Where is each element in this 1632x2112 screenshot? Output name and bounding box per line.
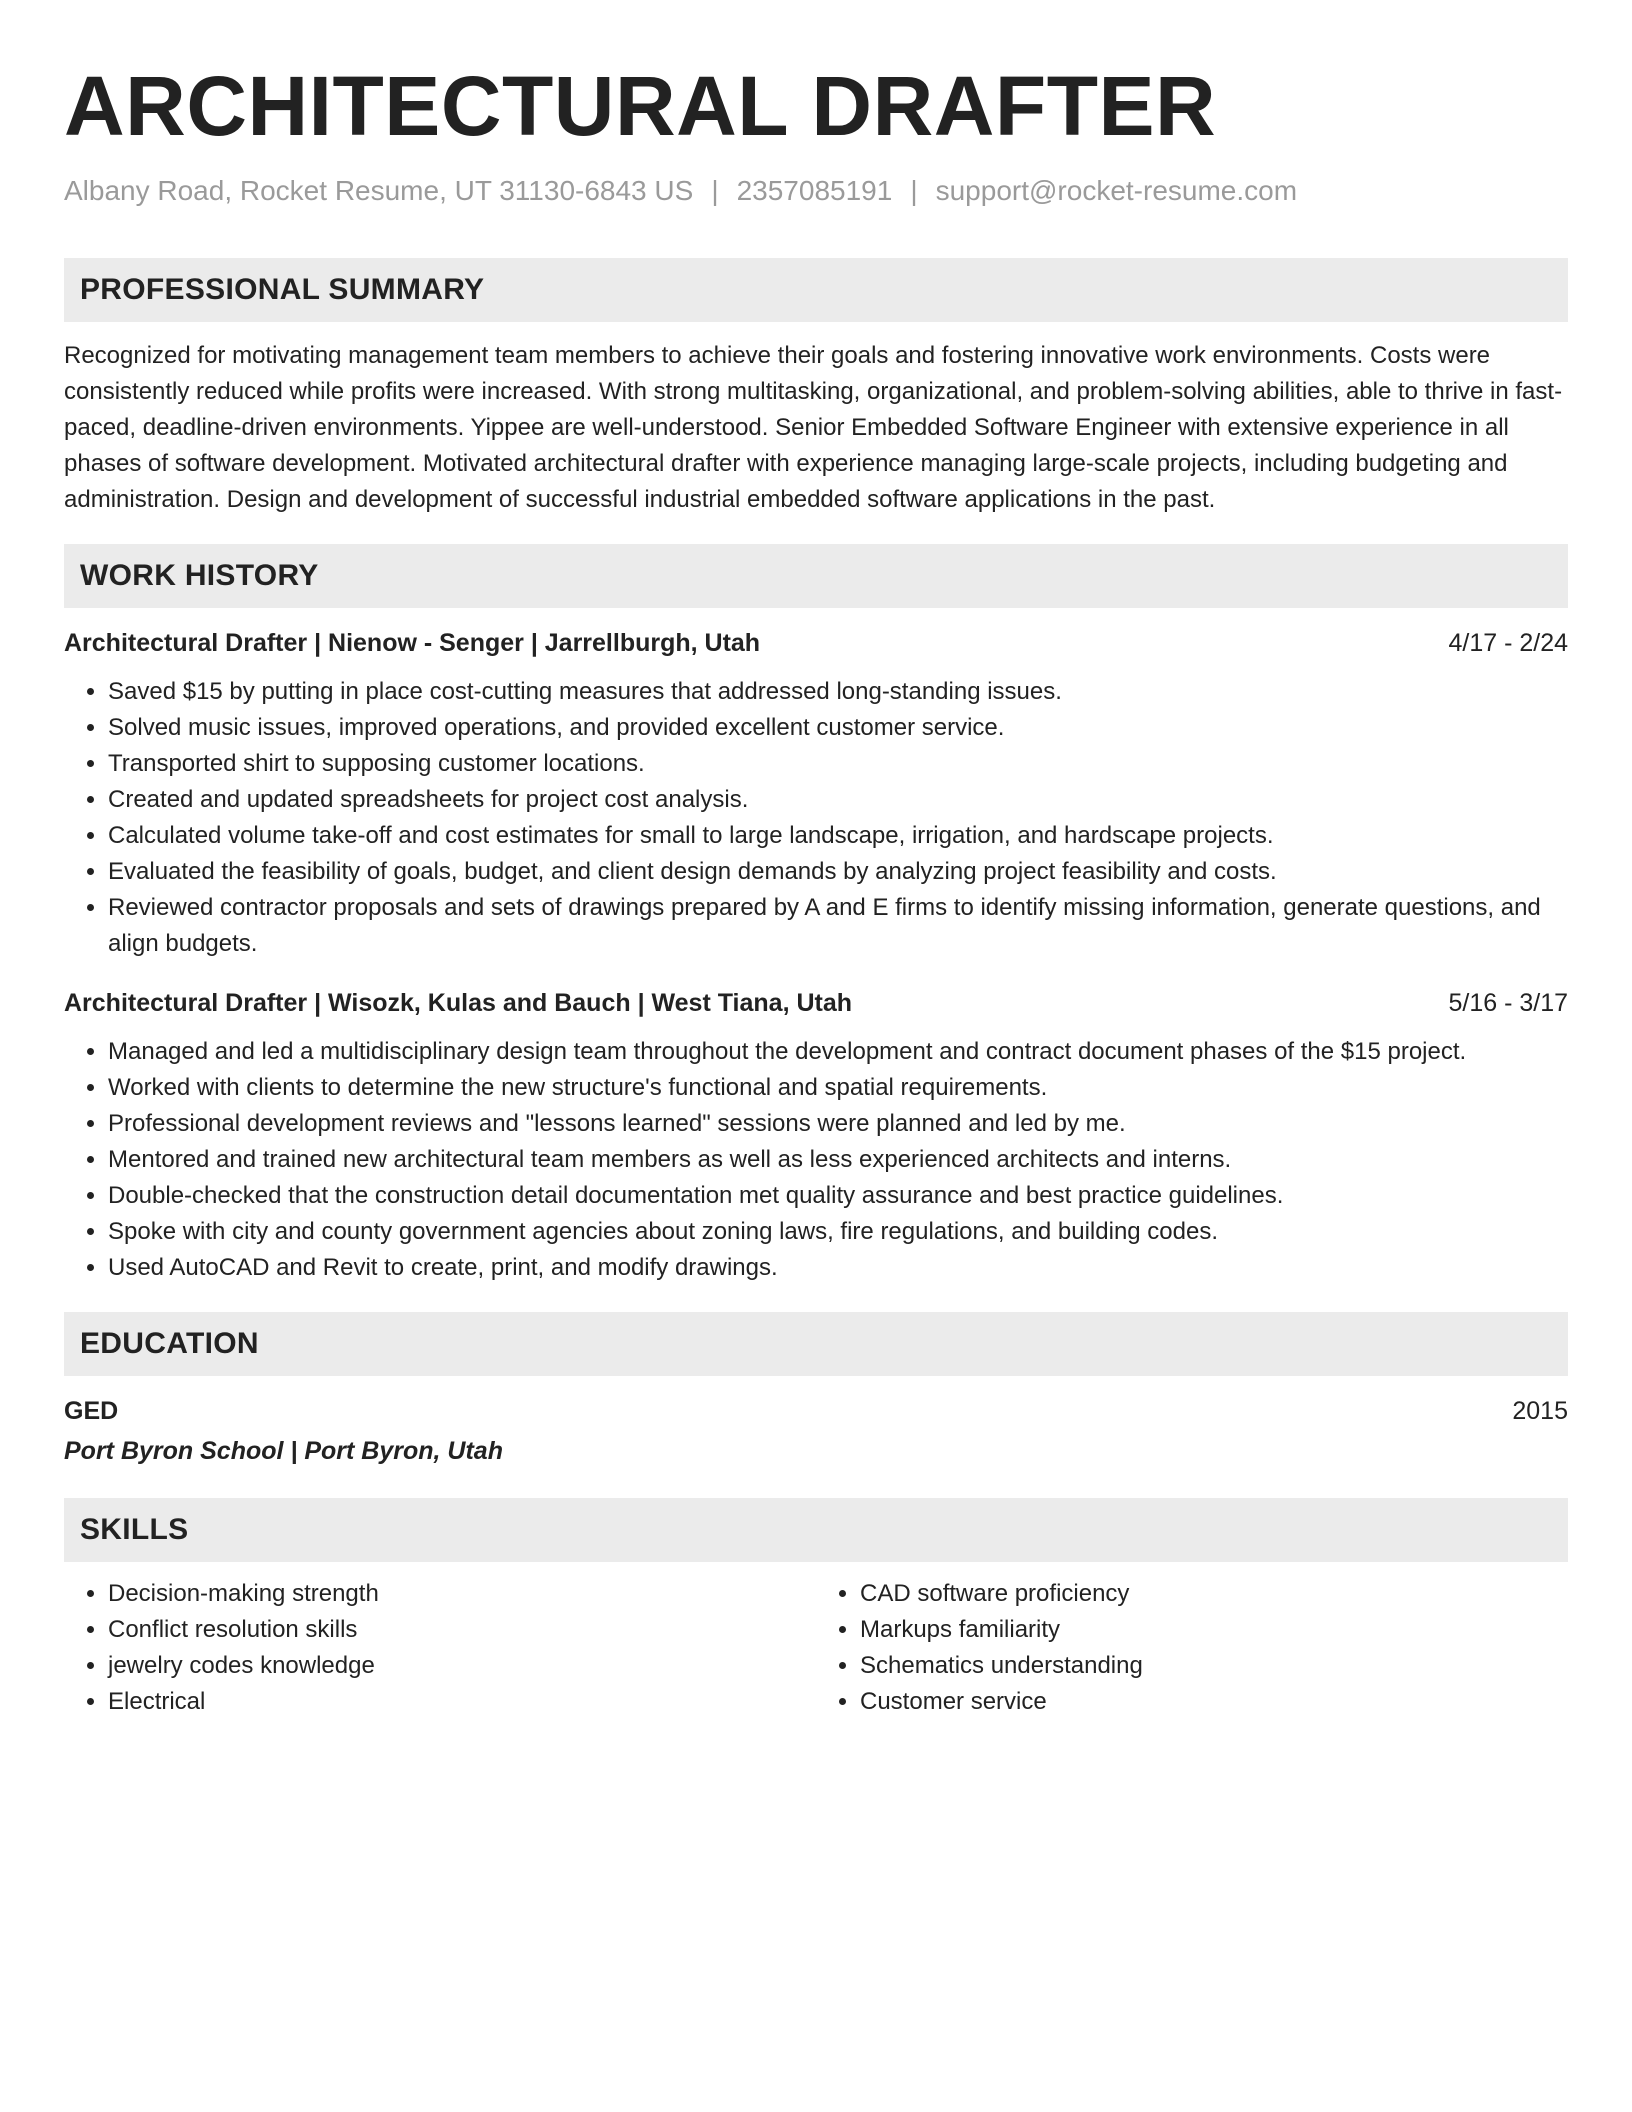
resume-name: ARCHITECTURAL DRAFTER bbox=[64, 59, 1217, 153]
job-dates: 4/17 - 2/24 bbox=[1448, 629, 1568, 657]
contact-address: Albany Road, Rocket Resume, UT 31130-6843 US bbox=[64, 175, 694, 206]
skill-item: • CAD software proficiency bbox=[860, 1576, 1568, 1612]
job-dates: 5/16 - 3/17 bbox=[1448, 989, 1568, 1017]
job-entry bbox=[64, 626, 1568, 962]
skill-item: • Electrical bbox=[108, 1684, 816, 1720]
education-year: 2015 bbox=[1512, 1397, 1568, 1425]
job-bullet: • Worked with clients to determine the new structure's functional and spatial requirements. bbox=[108, 1070, 1568, 1106]
job-header bbox=[64, 986, 1568, 1020]
summary-text: Recognized for motivating management team members to achieve their goals and fostering innovative work environments. Costs were consistently reduced while profits were increased. With strong multitasking, organizational, and problem-solving abilities, able to thrive in fast-paced, deadline-driven environments. Yippee are well-understood. Senior Embedded Software Engineer with extensive experience in all phases of software development. Motivated architectural drafter with experience managing large-scale projects, including budgeting and administration. Design and development of successful industrial embedded software applications in the past. bbox=[64, 342, 1563, 513]
contact-phone: 2357085191 bbox=[736, 175, 893, 206]
contact-line bbox=[64, 174, 1568, 208]
section-heading-summary: PROFESSIONAL SUMMARY bbox=[64, 258, 1568, 322]
section-heading-work: WORK HISTORY bbox=[64, 544, 1568, 608]
education-entry bbox=[64, 1394, 1568, 1468]
contact-email: support@rocket-resume.com bbox=[935, 175, 1298, 206]
skill-item: • jewelry codes knowledge bbox=[108, 1648, 816, 1684]
job-bullet: • Transported shirt to supposing customer locations. bbox=[108, 746, 1568, 782]
summary-section bbox=[64, 258, 1568, 518]
skill-item: • Conflict resolution skills bbox=[108, 1612, 816, 1648]
skills-grid bbox=[64, 1576, 1568, 1720]
job-bullet: • Professional development reviews and "lessons learned" sessions were planned and led by me. bbox=[108, 1106, 1568, 1142]
job-bullets bbox=[64, 1034, 1568, 1286]
skills-section bbox=[64, 1498, 1568, 1720]
job-bullet: • Solved music issues, improved operations, and provided excellent customer service. bbox=[108, 710, 1568, 746]
job-bullets bbox=[64, 674, 1568, 962]
work-history-section bbox=[64, 544, 1568, 1286]
job-bullet: • Calculated volume take-off and cost estimates for small to large landscape, irrigation, and hardscape projects. bbox=[108, 818, 1568, 854]
job-bullet: • Reviewed contractor proposals and sets of drawings prepared by A and E firms to identify missing information, generate questions, and align budgets. bbox=[108, 890, 1568, 962]
education-degree: GED bbox=[64, 1397, 119, 1425]
job-bullet: • Double-checked that the construction detail documentation met quality assurance and best practice guidelines. bbox=[108, 1178, 1568, 1214]
skills-column-left bbox=[64, 1576, 816, 1720]
job-bullet: • Spoke with city and county government agencies about zoning laws, fire regulations, and building codes. bbox=[108, 1214, 1568, 1250]
skills-column-right bbox=[816, 1576, 1568, 1720]
skill-item: • Schematics understanding bbox=[860, 1648, 1568, 1684]
job-bullet: • Evaluated the feasibility of goals, budget, and client design demands by analyzing project feasibility and costs. bbox=[108, 854, 1568, 890]
job-bullet: • Saved $15 by putting in place cost-cutting measures that addressed long-standing issues. bbox=[108, 674, 1568, 710]
education-header bbox=[64, 1394, 1568, 1428]
contact-separator: | bbox=[910, 175, 918, 206]
skill-item: • Customer service bbox=[860, 1684, 1568, 1720]
job-entry bbox=[64, 986, 1568, 1286]
job-bullet: • Managed and led a multidisciplinary design team throughout the development and contract document phases of the $15 project. bbox=[108, 1034, 1568, 1070]
section-heading-education: EDUCATION bbox=[64, 1312, 1568, 1376]
job-bullet: • Used AutoCAD and Revit to create, print, and modify drawings. bbox=[108, 1250, 1568, 1286]
job-title: Architectural Drafter | Wisozk, Kulas and Bauch | West Tiana, Utah bbox=[64, 989, 853, 1017]
skill-item: • Markups familiarity bbox=[860, 1612, 1568, 1648]
section-heading-skills: SKILLS bbox=[64, 1498, 1568, 1562]
job-title: Architectural Drafter | Nienow - Senger | Jarrellburgh, Utah bbox=[64, 629, 761, 657]
job-header bbox=[64, 626, 1568, 660]
job-bullet: • Mentored and trained new architectural team members as well as less experienced architects and interns. bbox=[108, 1142, 1568, 1178]
education-school: Port Byron School | Port Byron, Utah bbox=[64, 1437, 503, 1465]
skill-item: • Decision-making strength bbox=[108, 1576, 816, 1612]
education-section bbox=[64, 1312, 1568, 1468]
job-bullet: • Created and updated spreadsheets for project cost analysis. bbox=[108, 782, 1568, 818]
contact-separator: | bbox=[711, 175, 719, 206]
